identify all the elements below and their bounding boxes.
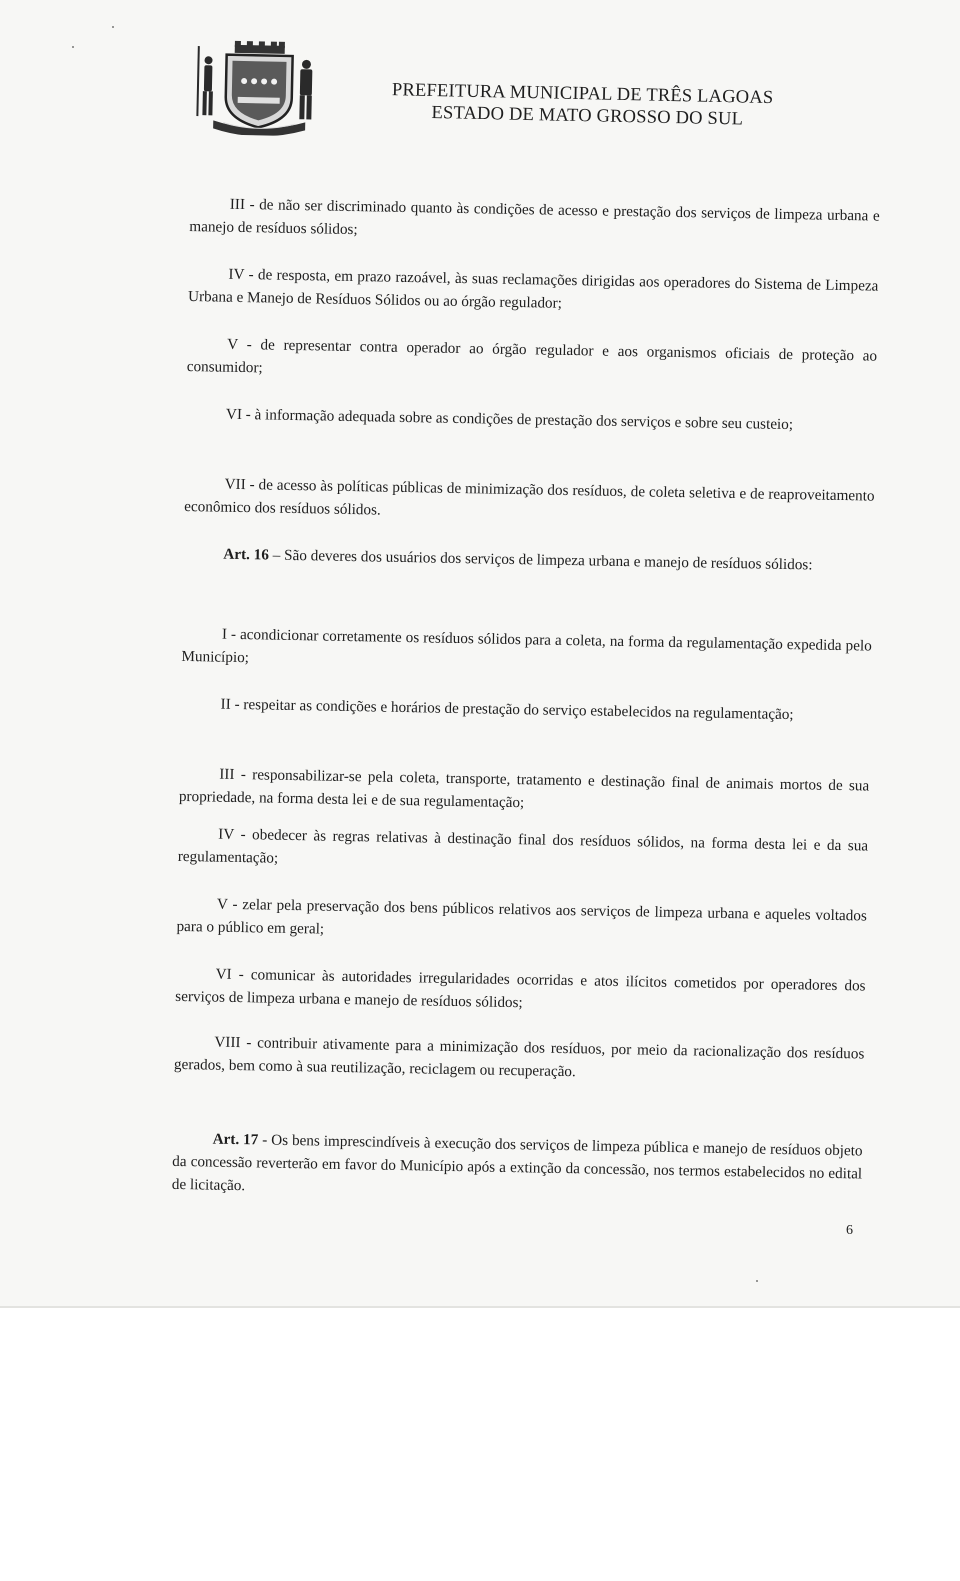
paragraph-dever-v: V - zelar pela preservação dos bens públicos relativos aos serviços de limpeza urbana e aqueles voltados para o público em geral;: [176, 895, 868, 938]
paragraph-dever-vi: VI - comunicar às autoridades irregularidades ocorridas e atos ilícitos cometidos por operadores dos serviços de limpeza urbana e manejo de resíduos sólidos;: [175, 965, 866, 1012]
paragraph-article-17: Art. 17 - Os bens imprescindíveis à execução dos serviços de limpeza pública e manejo de resíduos objeto da concessão reverterão em favor do Município após a extinção da concessão, nos termos estabelecidos no edital de licitação.: [171, 1130, 863, 1195]
paragraph-dever-viii: VIII - contribuir ativamente para a minimização dos resíduos, por meio da racionalização dos resíduos gerados, bem como à sua reutilização, reciclagem ou recuperação.: [173, 1033, 865, 1081]
scan-speck: [112, 26, 114, 28]
scan-speck: [756, 1280, 758, 1282]
paragraph-inciso-vi: VI - à informação adequada sobre as condições de prestação dos serviços e sobre seu custeio;: [225, 405, 794, 434]
page-number: 6: [846, 1223, 853, 1238]
paragraph-inciso-iii: III - de não ser discriminado quanto às condições de acesso e prestação dos serviços de limpeza urbana e manejo de resíduos sólidos;: [189, 195, 880, 239]
article-16-label: Art. 16: [223, 545, 270, 564]
law-text-body: [171, 192, 880, 1195]
scan-speck: [72, 46, 74, 48]
paragraph-dever-iii: III - responsabilizar-se pela coleta, transporte, tratamento e destinação final de animais mortos de sua propriedade, na forma desta lei e de sua regulamentação;: [178, 765, 870, 812]
paragraph-dever-ii: II - respeitar as condições e horários de prestação do serviço estabelecidos na regulamentação;: [220, 695, 794, 724]
paragraph-dever-i: I - acondicionar corretamente os resíduos sólidos para a coleta, na forma da regulamentação expedida pelo Município;: [181, 625, 872, 667]
paragraph-inciso-v: V - de representar contra operador ao órgão regulador e aos organismos oficiais de proteção ao consumidor;: [186, 335, 878, 377]
state-subtitle: ESTADO DE MATO GROSSO DO SUL: [431, 102, 744, 130]
institution-title: PREFEITURA MUNICIPAL DE TRÊS LAGOAS: [391, 80, 774, 109]
paragraph-article-16: Art. 16 – São deveres dos usuários dos serviços de limpeza urbana e manejo de resíduos sólidos:: [223, 545, 813, 574]
letterhead: [193, 38, 835, 151]
paragraph-dever-iv: IV - obedecer às regras relativas à destinação final dos resíduos sólidos, na forma desta lei e da sua regulamentação;: [177, 825, 869, 867]
coat-of-arms-icon: [193, 38, 327, 137]
paragraph-inciso-iv: IV - de resposta, em prazo razoável, às suas reclamações dirigidas aos operadores do Sistema de Limpeza Urbana e Manejo de Resíduos Sólidos ou ao órgão regulador;: [187, 265, 879, 312]
paragraph-inciso-vii: VII - de acesso às políticas públicas de minimização dos resíduos, de coleta seletiva e de reaproveitamento econômico dos resíduos sólidos.: [184, 475, 875, 519]
article-17-label: Art. 17: [212, 1130, 259, 1149]
